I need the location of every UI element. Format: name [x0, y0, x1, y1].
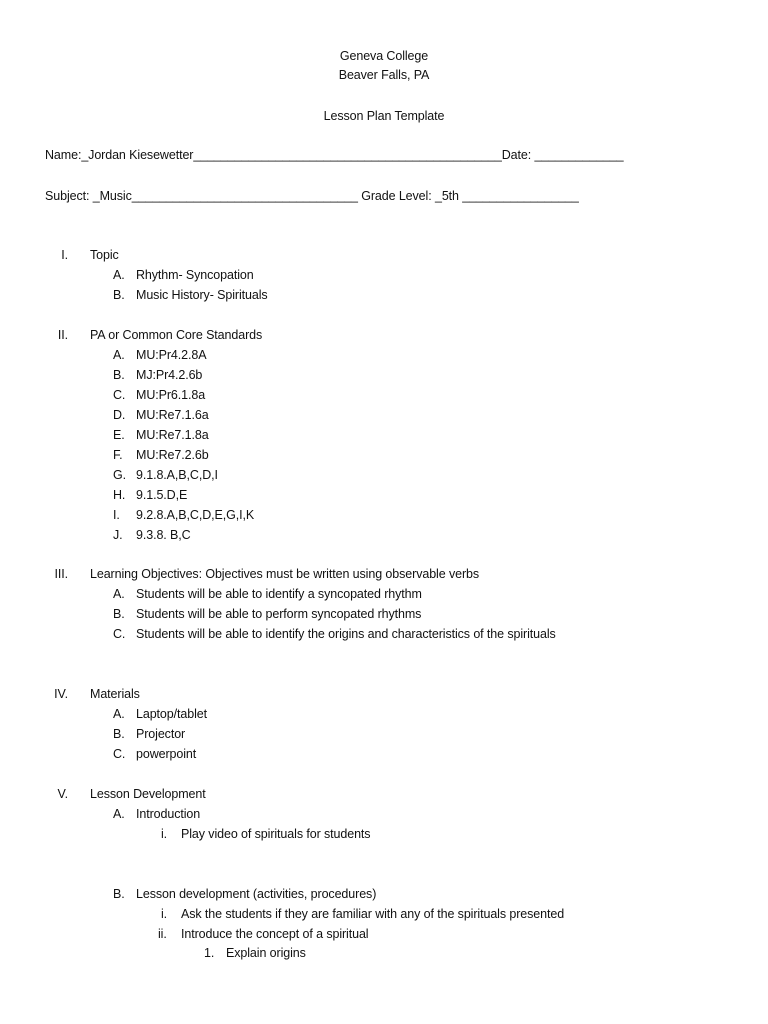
list-item-text: Introduction — [136, 807, 201, 821]
list-item-letter: B. — [113, 368, 125, 382]
list-item-letter: G. — [113, 468, 126, 482]
section-5-title: Lesson Development — [90, 787, 206, 801]
list-item-letter: C. — [113, 747, 126, 761]
sub-item-text: Introduce the concept of a spiritual — [181, 927, 369, 941]
list-item-text: MU:Re7.1.8a — [136, 428, 209, 442]
section-1-title: Topic — [90, 248, 119, 262]
list-item-text: powerpoint — [136, 747, 197, 761]
list-item-text: 9.2.8.A,B,C,D,E,G,I,K — [136, 508, 255, 522]
document-title: Lesson Plan Template — [323, 109, 445, 123]
list-item-text: Students will be able to identify the origins and characteristics of the spirituals — [136, 627, 556, 641]
list-item-text: Rhythm- Syncopation — [136, 268, 254, 282]
list-item-letter: A. — [113, 348, 125, 362]
sub-sub-item-text: Explain origins — [226, 946, 306, 960]
name-date-line: Name:_Jordan Kiesewetter_____________________________________________Date: _____________ — [45, 148, 624, 162]
list-item-letter: C. — [113, 627, 126, 641]
list-item-text: 9.1.5.D,E — [136, 488, 188, 502]
sub-item-number: i. — [161, 907, 168, 921]
list-item-letter: A. — [113, 807, 125, 821]
sub-item-text: Play video of spirituals for students — [181, 827, 371, 841]
sub-item-number: i. — [161, 827, 168, 841]
section-2-number: II. — [57, 328, 68, 342]
list-item-text: Projector — [136, 727, 186, 741]
section-4-number: IV. — [54, 687, 68, 701]
list-item-letter: A. — [113, 707, 125, 721]
college-location: Beaver Falls, PA — [338, 68, 430, 82]
list-item-letter: I. — [113, 508, 120, 522]
list-item-letter: D. — [113, 408, 126, 422]
section-3-title: Learning Objectives: Objectives must be written using observable verbs — [90, 567, 480, 581]
list-item-letter: E. — [113, 428, 125, 442]
sub-item-text: Ask the students if they are familiar with any of the spirituals presented — [181, 907, 565, 921]
sub-sub-item-number: 1. — [204, 946, 215, 960]
list-item-text: MU:Pr6.1.8a — [136, 388, 206, 402]
list-item-letter: A. — [113, 268, 125, 282]
list-item-text: 9.3.8. B,C — [136, 528, 191, 542]
section-1-number: I. — [61, 248, 68, 262]
list-item-text: MU:Pr4.2.8A — [136, 348, 207, 362]
list-item-text: 9.1.8.A,B,C,D,I — [136, 468, 218, 482]
list-item-text: Lesson development (activities, procedures) — [136, 887, 377, 901]
list-item-text: Students will be able to perform syncopated rhythms — [136, 607, 422, 621]
list-item-letter: B. — [113, 607, 125, 621]
list-item-text: MU:Re7.1.6a — [136, 408, 209, 422]
section-4-title: Materials — [90, 687, 140, 701]
sub-item-number: ii. — [158, 927, 167, 941]
list-item-text: MJ:Pr4.2.6b — [136, 368, 203, 382]
section-5-number: V. — [57, 787, 68, 801]
list-item-text: Music History- Spirituals — [136, 288, 268, 302]
list-item-letter: B. — [113, 887, 125, 901]
section-3-number: III. — [54, 567, 68, 581]
college-name: Geneva College — [339, 49, 429, 63]
list-item-text: Laptop/tablet — [136, 707, 207, 721]
list-item-letter: B. — [113, 727, 125, 741]
list-item-letter: H. — [113, 488, 126, 502]
list-item-letter: B. — [113, 288, 125, 302]
list-item-letter: A. — [113, 587, 125, 601]
list-item-letter: F. — [113, 448, 123, 462]
list-item-text: MU:Re7.2.6b — [136, 448, 209, 462]
list-item-letter: J. — [113, 528, 123, 542]
subject-grade-line: Subject: _Music_________________________________ Grade Level: _5th _________________ — [45, 189, 579, 203]
section-2-title: PA or Common Core Standards — [90, 328, 263, 342]
list-item-text: Students will be able to identify a syncopated rhythm — [136, 587, 422, 601]
list-item-letter: C. — [113, 388, 126, 402]
